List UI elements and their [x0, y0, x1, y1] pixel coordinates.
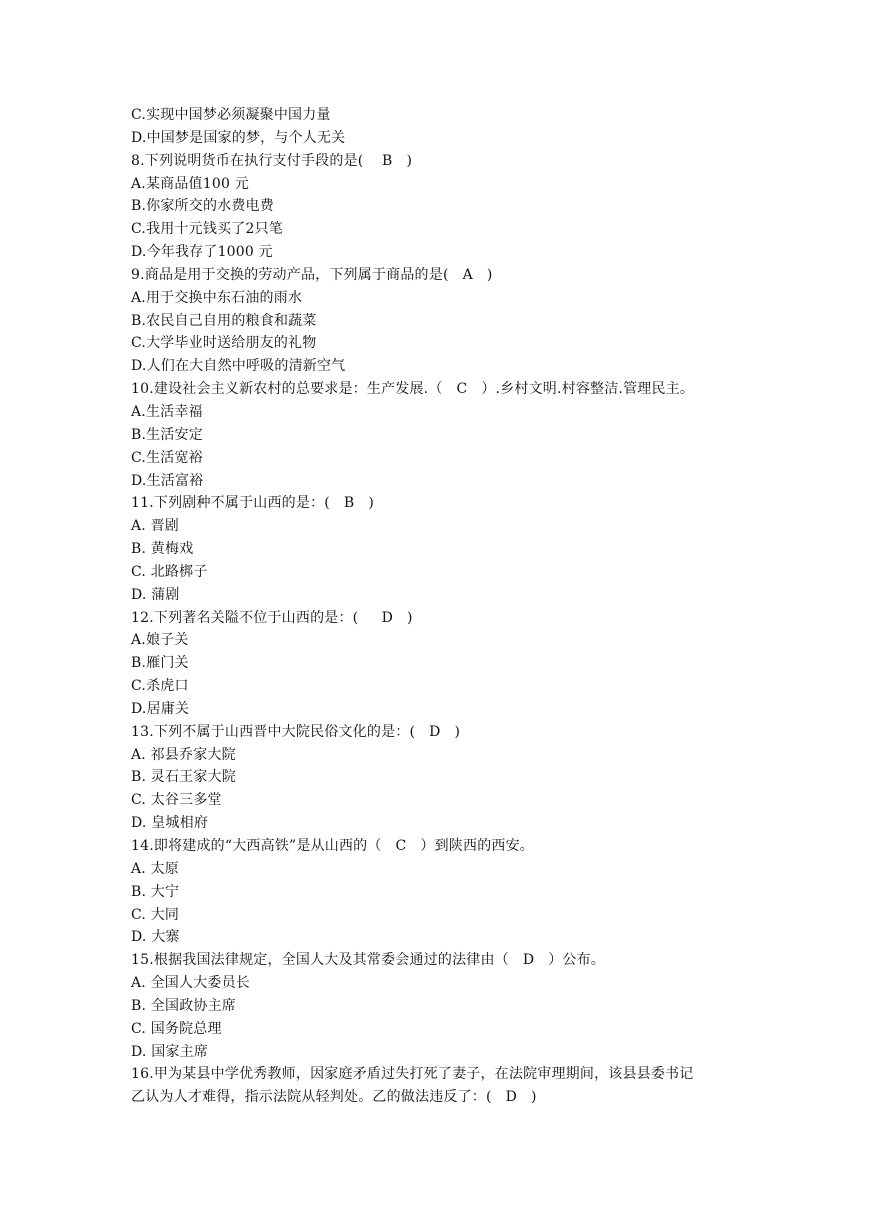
option-line: D. 国家主席 [131, 1043, 209, 1060]
option-line: B.农民自己自用的粮食和蔬菜 [131, 312, 317, 329]
option-line: C. 太谷三多堂 [131, 792, 222, 809]
option-line: A. 祁县乔家大院 [131, 746, 236, 763]
question-16: 16.甲为某县中学优秀教师，因家庭矛盾过失打死了妻子，在法院审理期间，该县县委书记 [131, 1066, 694, 1083]
option-line: B.雁门关 [131, 655, 189, 672]
option-line: B. 黄梅戏 [131, 541, 194, 558]
option-line: C. 北路梆子 [131, 563, 208, 580]
question-10: 10.建设社会主义新农村的总要求是：生产发展.（ C ）.乡村文明.村容整洁.管理民主。 [131, 381, 695, 398]
option-line: A. 太原 [131, 860, 180, 877]
question-13: 13.下列不属于山西晋中大院民俗文化的是：( D ) [131, 723, 461, 740]
text-line: D.中国梦是国家的梦，与个人无关 [131, 129, 346, 146]
option-line: A.生活幸福 [131, 403, 203, 420]
question-15: 15.根据我国法律规定，全国人大及其常委会通过的法律由（ D ）公布。 [131, 952, 605, 969]
option-line: D. 皇城相府 [131, 815, 209, 832]
question-8: 8.下列说明货币在执行支付手段的是( B ) [131, 152, 413, 169]
option-line: A.某商品值100 元 [131, 175, 249, 192]
question-12: 12.下列著名关隘不位于山西的是：( D ) [131, 609, 413, 626]
option-line: C. 国务院总理 [131, 1020, 222, 1037]
question-16-continued: 乙认为人才难得，指示法院从轻判处。乙的做法违反了：( D ) [131, 1089, 537, 1106]
option-line: C.大学毕业时送给朋友的礼物 [131, 335, 317, 352]
option-line: A.娘子关 [131, 632, 189, 649]
text-line: C.实现中国梦必须凝聚中国力量 [131, 107, 331, 123]
option-line: B. 全国政协主席 [131, 997, 236, 1014]
option-line: C.生活宽裕 [131, 449, 203, 466]
question-9: 9.商品是用于交换的劳动产品，下列属于商品的是( A ) [131, 266, 493, 283]
option-line: D.今年我存了1000 元 [131, 244, 273, 261]
question-14: 14.即将建成的“大西高铁”是从山西的（ C ）到陕西的西安。 [131, 838, 534, 854]
option-line: B.生活安定 [131, 426, 203, 443]
option-line: D.人们在大自然中呼吸的清新空气 [131, 358, 346, 375]
option-line: A. 晋剧 [131, 518, 180, 535]
option-line: C.我用十元钱买了2只笔 [131, 221, 283, 238]
option-line: A. 全国人大委员长 [131, 975, 251, 992]
option-line: D. 蒲剧 [131, 586, 180, 603]
option-line: D.生活富裕 [131, 472, 204, 489]
option-line: B. 大宁 [131, 883, 180, 900]
question-11: 11.下列剧种不属于山西的是：( B ) [131, 495, 374, 512]
option-line: D.居庸关 [131, 700, 190, 717]
option-line: B. 灵石王家大院 [131, 769, 236, 786]
question-text-block [131, 104, 771, 1109]
option-line: D. 大寨 [131, 929, 180, 946]
option-line: A.用于交换中东石油的雨水 [131, 289, 303, 306]
option-line: C.杀虎口 [131, 678, 189, 695]
option-line: C. 大同 [131, 906, 180, 923]
option-line: B.你家所交的水费电费 [131, 198, 274, 215]
